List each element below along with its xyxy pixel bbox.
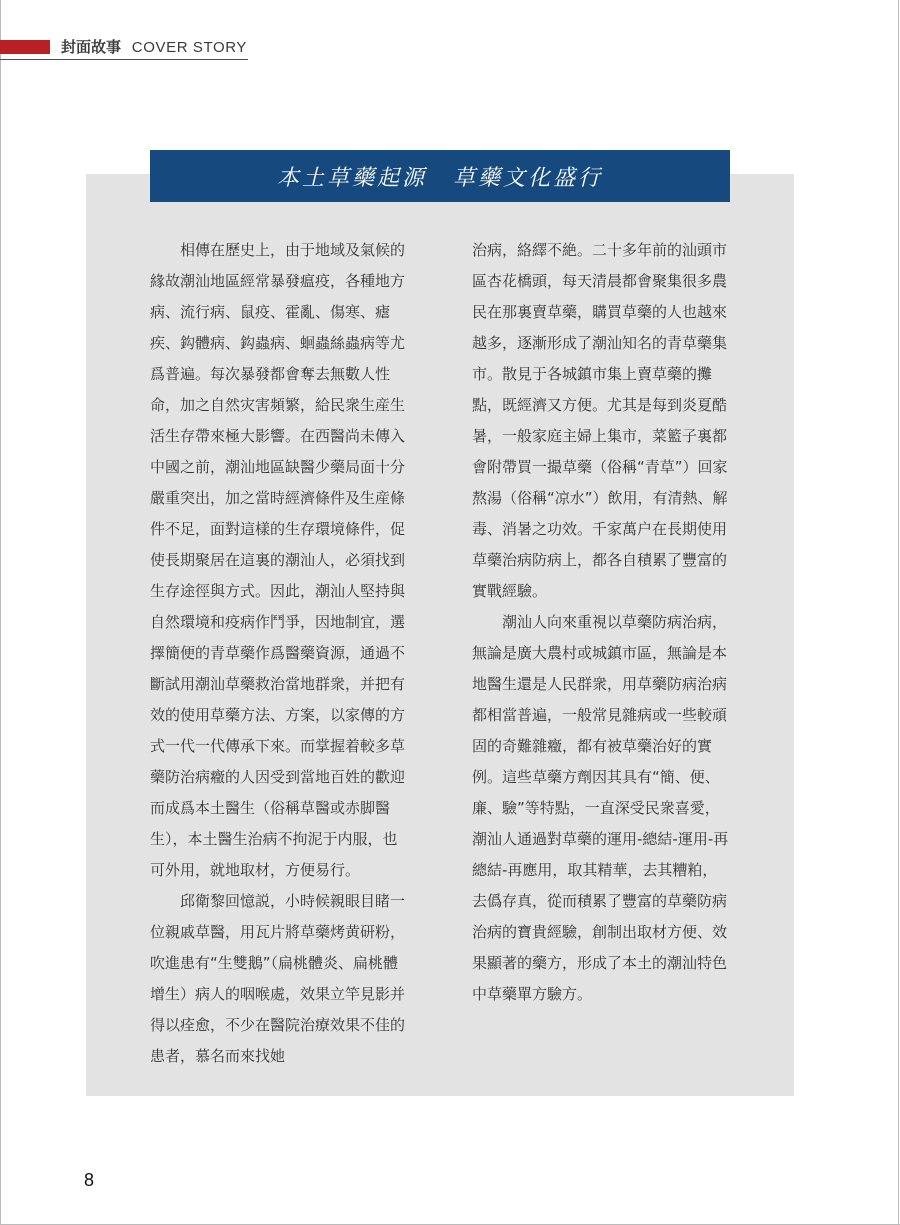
header-divider: [0, 59, 248, 60]
article-column-right: [472, 235, 732, 1010]
header-accent-bar: [0, 40, 50, 54]
article-title-banner: [150, 150, 730, 202]
paragraph-continued: 治病，絡繹不絶。二十多年前的汕頭市區杏花橋頭，每天清晨都會聚集很多農民在那裏賣草藥，購買草藥的人也越來越多，逐漸形成了潮汕知名的青草藥集市。散見于各城鎮市集上賣草藥的攤點，既經濟又方便。尤其是每到炎夏酷暑，一般家庭主婦上集市，菜籃子裏都會附帶買一撮草藥（俗稱“青草”）回家熬湯（俗稱“凉水”）飲用，有清熱、解毒、消暑之功效。千家萬户在長期使用草藥治病防病上，都各自積累了豐富的實戰經驗。: [472, 241, 728, 600]
page-number: 8: [84, 1170, 95, 1190]
article-title-part-2: 草藥文化盛行: [453, 165, 604, 191]
section-label-english: COVER STORY: [131, 39, 248, 56]
paragraph: 相傳在歷史上，由于地域及氣候的緣故潮汕地區經常暴發瘟疫，各種地方病、流行病、鼠疫、霍亂、傷寒、瘧疾、鈎體病、鈎蟲病、蛔蟲絲蟲病等尤爲普遍。每次暴發都會奪去無數人性命，加之自然灾害頻繁，給民衆生産生活生存帶來極大影響。在西醫尚未傳入中國之前，潮汕地區缺醫少藥局面十分嚴重突出，加之當時經濟條件及生産條件不足，面對這樣的生存環境條件，促使長期聚居在這裏的潮汕人，必須找到生存途徑與方式。因此，潮汕人堅持與自然環境和疫病作鬥爭，因地制宜，選擇簡便的青草藥作爲醫藥資源，通過不斷試用潮汕草藥救治當地群衆，并把有效的使用草藥方法、方案，以家傳的方式一代一代傳承下來。而掌握着較多草藥防治病癥的人因受到當地百姓的歡迎而成爲本土醫生（俗稱草醫或赤脚醫生），本土醫生治病不拘泥于内服，也可外用，就地取材，方便易行。: [150, 241, 406, 879]
section-label: [61, 37, 247, 58]
article-column-left: [150, 235, 410, 1072]
section-label-chinese: 封面故事: [61, 38, 122, 56]
section-header: [0, 37, 260, 59]
paragraph: 邱衛黎回憶説，小時候親眼目睹一位親戚草醫，用瓦片將草藥烤黄研粉，吹進患有“生雙鵝”（扁桃體炎、扁桃體增生）病人的咽喉處，效果立竿見影并得以痊愈，不少在醫院治療效果不佳的患者，慕名而來找她: [150, 892, 406, 1065]
page-edge-left: [0, 0, 1, 1225]
article-title-part-1: 本土草藥起源: [276, 165, 427, 191]
paragraph: 潮汕人向來重視以草藥防病治病，無論是廣大農村或城鎮市區，無論是本地醫生還是人民群衆，用草藥防病治病都相當普遍，一般常見雜病或一些較頑固的奇難雜癥，都有被草藥治好的實例。這些草藥方劑因其具有“簡、便、廉、驗”等特點，一直深受民衆喜愛，潮汕人通過對草藥的運用-總結-運用-再總結-再應用，取其精華，去其糟粕，去僞存真，從而積累了豐富的草藥防病治病的寶貴經驗，創制出取材方便、效果顯著的藥方，形成了本土的潮汕特色中草藥單方驗方。: [472, 613, 729, 1003]
page-edge-right: [898, 0, 899, 1225]
